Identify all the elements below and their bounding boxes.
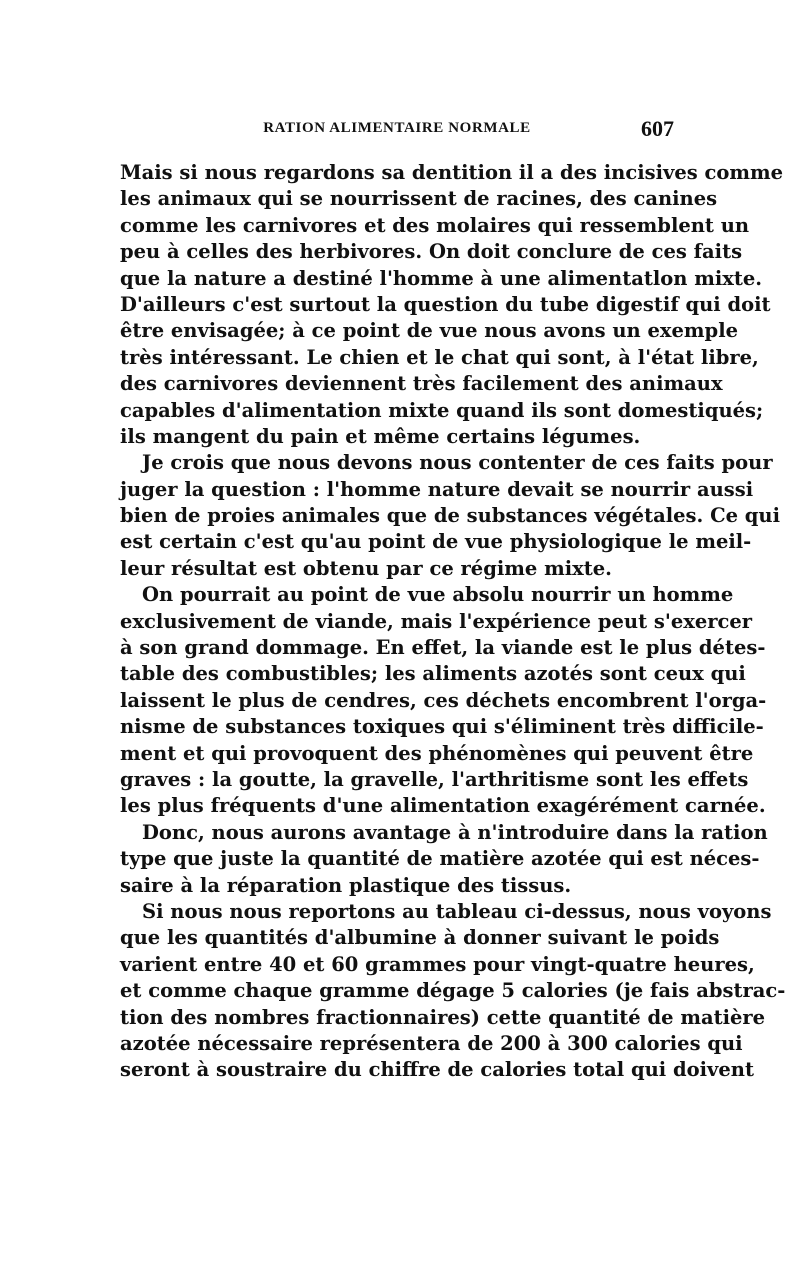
- text-line: les plus fréquents d'une alimentation exagérément carnée.: [120, 794, 766, 818]
- text-line: être envisagée; à ce point de vue nous avons un exemple: [120, 319, 739, 343]
- text-line: que la nature a destiné l'homme à une alimentatlon mixte.: [120, 266, 763, 290]
- text-line: laissent le plus de cendres, ces déchets encombrent l'orga-: [120, 688, 767, 712]
- text-line: Je crois que nous devons nous contenter de ces faits pour: [142, 451, 773, 475]
- text-line: Donc, nous aurons avantage à n'introduire dans la ration: [142, 820, 768, 844]
- text-line: type que juste la quantité de matière azotée qui est néces-: [120, 847, 760, 871]
- running-title: RATION ALIMENTAIRE NORMALE: [263, 120, 531, 136]
- text-line: varient entre 40 et 60 grammes pour vingt-quatre heures,: [120, 952, 755, 976]
- text-line: peu à celles des herbivores. On doit conclure de ces faits: [120, 240, 743, 264]
- text-line: tion des nombres fractionnaires) cette quantité de matière: [120, 1005, 766, 1029]
- text-line: ils mangent du pain et même certains légumes.: [120, 424, 641, 448]
- page-header: [120, 116, 674, 146]
- text-line: est certain c'est qu'au point de vue physiologique le meil-: [120, 530, 752, 554]
- text-line: graves : la goutte, la gravelle, l'arthritisme sont les effets: [120, 767, 749, 791]
- text-line: leur résultat est obtenu par ce régime mixte.: [120, 556, 612, 580]
- text-line: que les quantités d'albumine à donner suivant le poids: [120, 926, 720, 950]
- text-line: exclusivement de viande, mais l'expérience peut s'exercer: [120, 609, 753, 633]
- text-line: table des combustibles; les aliments azotés sont ceux qui: [120, 662, 746, 686]
- text-line: D'ailleurs c'est surtout la question du tube digestif qui doit: [120, 292, 771, 316]
- text-line: saire à la réparation plastique des tissus.: [120, 873, 572, 897]
- text-line: et comme chaque gramme dégage 5 calories (je fais abstrac-: [120, 979, 786, 1003]
- body-text: [120, 160, 786, 1084]
- text-line: capables d'alimentation mixte quand ils sont domestiqués;: [120, 398, 764, 422]
- text-line: juger la question : l'homme nature devait se nourrir aussi: [120, 477, 754, 501]
- text-line: azotée nécessaire représentera de 200 à 300 calories qui: [120, 1031, 743, 1055]
- text-line: On pourrait au point de vue absolu nourrir un homme: [142, 583, 734, 607]
- text-line: bien de proies animales que de substances végétales. Ce qui: [120, 504, 781, 528]
- text-line: seront à soustraire du chiffre de calories total qui doivent: [120, 1058, 754, 1082]
- text-line: Si nous nous reportons au tableau ci-dessus, nous voyons: [142, 899, 772, 923]
- text-line: des carnivores deviennent très facilement des animaux: [120, 372, 723, 396]
- text-line: à son grand dommage. En effet, la viande est le plus détes-: [120, 636, 766, 660]
- text-line: Mais si nous regardons sa dentition il a des incisives comme: [120, 161, 784, 184]
- text-line: nisme de substances toxiques qui s'éliminent très difficile-: [120, 715, 764, 739]
- text-line: les animaux qui se nourrissent de racines, des canines: [120, 187, 718, 211]
- page-number: 607: [641, 116, 674, 141]
- text-line: très intéressant. Le chien et le chat qui sont, à l'état libre,: [120, 345, 759, 369]
- text-line: comme les carnivores et des molaires qui ressemblent un: [120, 213, 750, 237]
- text-line: ment et qui provoquent des phénomènes qui peuvent être: [120, 741, 754, 765]
